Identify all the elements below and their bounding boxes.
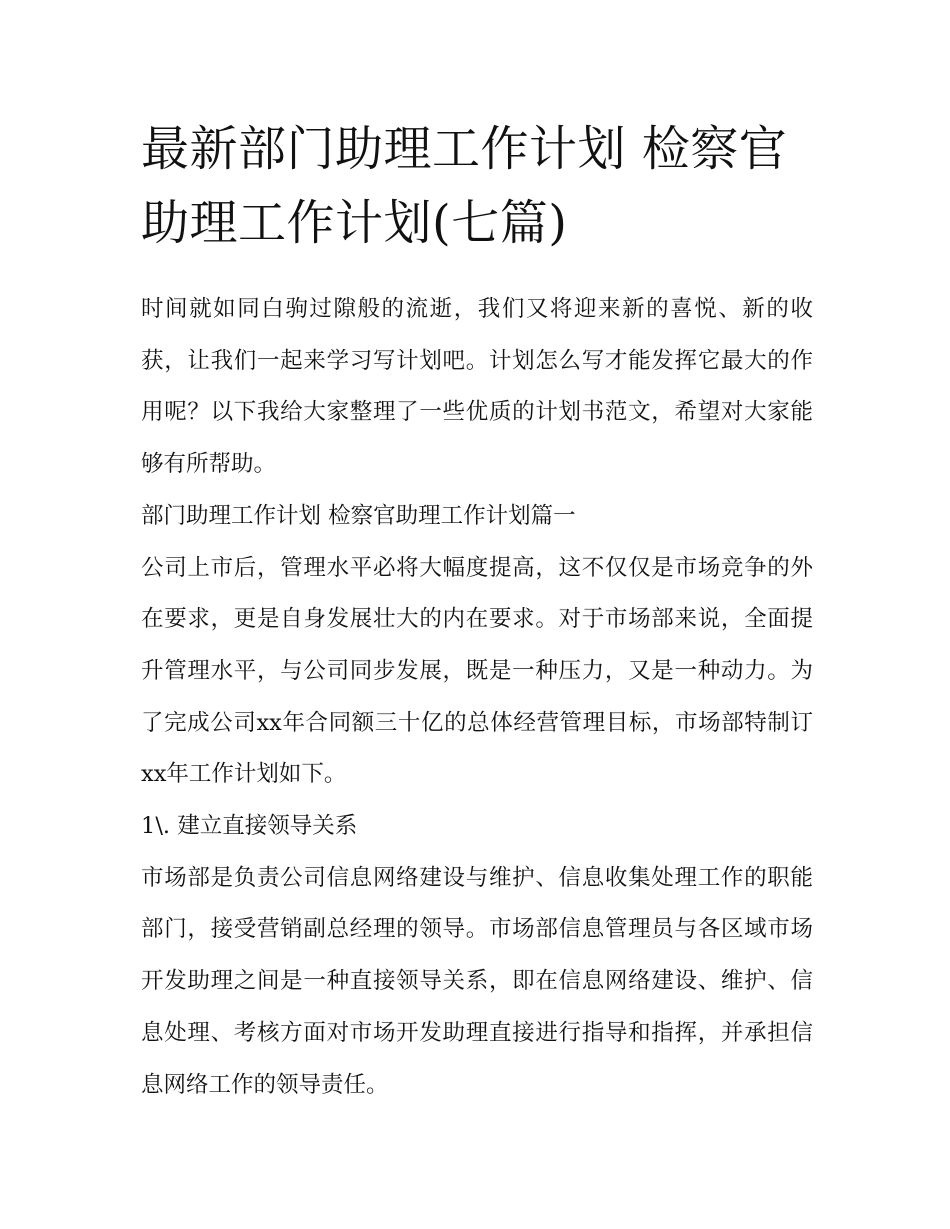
section-heading: 部门助理工作计划 检察官助理工作计划篇一 (141, 502, 576, 529)
body-paragraph: 市场部是负责公司信息网络建设与维护、信息收集处理工作的职能部门，接受营销副总经理的领导。市场部信息管理员与各区域市场开发助理之间是一种直接领导关系，即在信息网络建设、维护、信息处理、考核方面对市场开发助理直接进行指导和指挥，并承担信息网络工作的领导责任。 (141, 864, 813, 1098)
body-paragraph: 公司上市后，管理水平必将大幅度提高，这不仅仅是市场竞争的外在要求，更是自身发展壮大的内在要求。对于市场部来说，全面提升管理水平，与公司同步发展，既是一种压力，又是一种动力。为了完成公司xx年合同额三十亿的总体经营管理目标，市场部特制订xx年工作计划如下。 (141, 554, 813, 788)
document-body (141, 112, 813, 1111)
list-heading: 1\. 建立直接领导关系 (141, 813, 358, 840)
document-title: 最新部门助理工作计划 检察官助理工作计划(七篇) (141, 121, 788, 251)
intro-paragraph: 时间就如同白驹过隙般的流逝，我们又将迎来新的喜悦、新的收获，让我们一起来学习写计划吧。计划怎么写才能发挥它最大的作用呢？以下我给大家整理了一些优质的计划书范文，希望对大家能够有所帮助。 (141, 296, 813, 478)
